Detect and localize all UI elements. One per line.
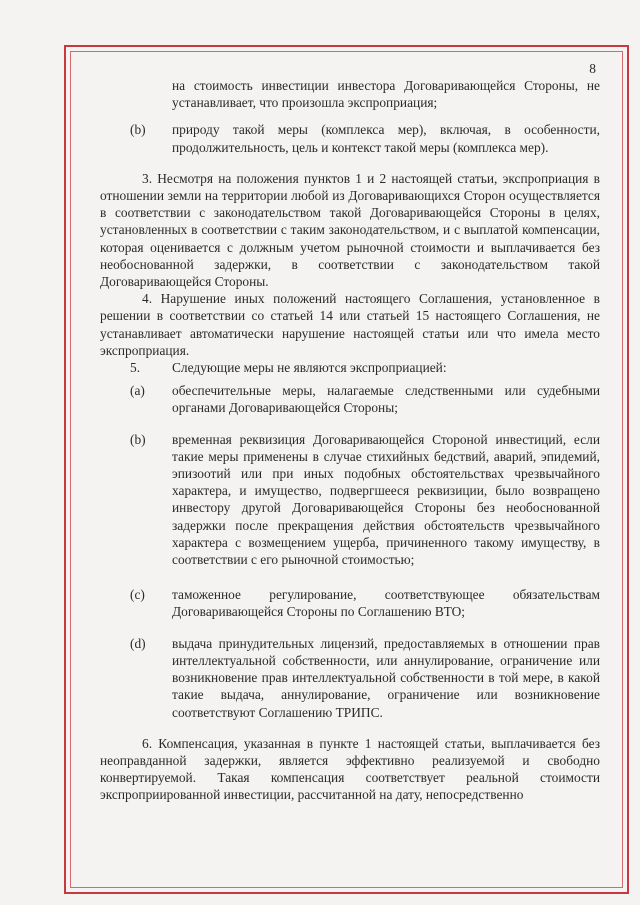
list-item-label: (b) — [130, 122, 146, 138]
list-item-d — [100, 635, 600, 721]
list-item-label: (c) — [130, 587, 145, 603]
list-item-text: природу такой меры (комплекса мер), включая, в особенности, продолжительность, цель и контекст такой меры (комплекса мер). — [172, 122, 600, 155]
list-item-b-top — [100, 121, 600, 155]
list-item-text: таможенное регулирование, соответствующее обязательствам Договаривающейся Стороны по Соглашению ВТО; — [172, 587, 600, 620]
paragraph-5-number: 5. — [130, 360, 141, 376]
paragraph-4: 4. Нарушение иных положений настоящего Соглашения, установленное в решении в соответствии со статьей 14 или статьей 15 настоящего Соглашения, не устанавливает автоматически нарушение настоящей статьи или что имела место экспроприация. — [100, 291, 600, 358]
list-item-b — [100, 431, 600, 569]
list-item-label: (a) — [130, 383, 145, 399]
list-item-c — [100, 586, 600, 620]
document-text — [100, 60, 600, 804]
list-item-label: (b) — [130, 431, 146, 447]
paragraph-5 — [100, 359, 600, 376]
paragraph-6: 6. Компенсация, указанная в пункте 1 настоящей статьи, выплачивается без неоправданной задержки, является эффективно реализуемой и свободно конвертируемой. Такая компенсация соответствует реальной стоимости экспроприированной инвестиции, рассчитанной на дату, непосредственно — [100, 735, 600, 803]
list-item-text: обеспечительные меры, налагаемые следственными или судебными органами Договаривающейся Стороны; — [172, 383, 600, 416]
list-item-text: выдача принудительных лицензий, предоставляемых в отношении прав интеллектуальной собственности, или аннулирование, ограничение или возникновение прав интеллектуальной собственности в той мере, в какой такие выдача, аннулирование, ограничение или возникновение соответствуют Соглашению ТРИПС. — [172, 635, 600, 720]
paragraph-5-text: Следующие меры не являются экспроприацией: — [172, 360, 447, 376]
list-item-a — [100, 382, 600, 416]
page-number: 8 — [589, 61, 596, 76]
paragraph-3: 3. Несмотря на положения пунктов 1 и 2 настоящей статьи, экспроприация в отношении земли на территории любой из Договаривающихся Сторон осуществляется в соответствии с законодательством такой Договаривающейся Стороны в целях, установленных в соответствии с таким законодательством, и с выплатой компенсации, которая оценивается с должным учетом рыночной стоимости и выплачивается без необоснованной задержки, в соответствии с законодательством такой Договаривающейся Стороны. — [100, 170, 600, 290]
list-item-text: временная реквизиция Договаривающейся Стороной инвестиций, если такие меры применены в случае стихийных бедствий, аварий, эпидемий, эпизоотий или при иных подобных обстоятельствах чрезвычайного характера, и имущество, подвергшееся реквизиции, было возвращено инвестору другой Договаривающейся Стороны без необоснованной задержки после прекращения действия обстоятельств чрезвычайного характера с возмещением ущерба, причиненного такому имуществу, в соответствии с его рыночной стоимостью; — [172, 431, 600, 568]
list-item-label: (d) — [130, 635, 146, 651]
continuation-text: на стоимость инвестиции инвестора Договаривающейся Стороны, не устанавливает, что произошла экспроприация; — [172, 78, 600, 111]
